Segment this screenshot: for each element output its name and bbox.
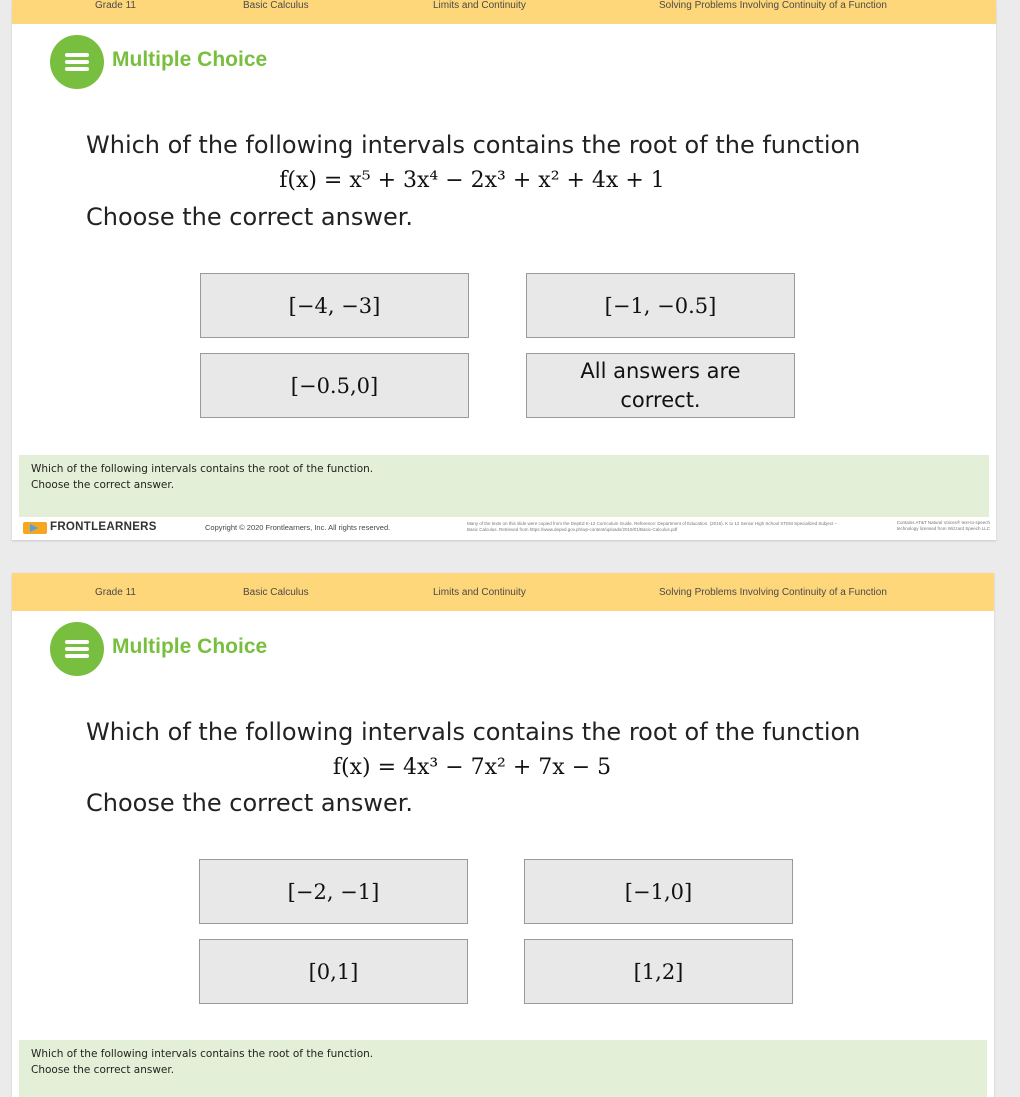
breadcrumb-subject: Basic Calculus <box>243 0 309 11</box>
narration-line-1: Which of the following intervals contains the root of the function. <box>31 463 374 475</box>
license-note: Contains AT&T Natural Voices® text-to-speech technology licensed from Wizzard Speech LLC <box>896 520 990 531</box>
narration-line-2: Choose the correct answer. <box>31 1064 175 1076</box>
narration-panel <box>19 1040 987 1097</box>
breadcrumb-unit: Limits and Continuity <box>433 0 526 11</box>
copyright-text: Copyright © 2020 Frontlearners, Inc. All rights reserved. <box>205 523 391 532</box>
answer-option-a[interactable]: [−4, −3] <box>200 273 469 338</box>
instruction-text: Choose the correct answer. <box>86 203 414 231</box>
question-type-title: Multiple Choice <box>112 48 268 71</box>
answer-option-d[interactable]: [1,2] <box>524 939 793 1004</box>
question-text: Which of the following intervals contains the root of the function <box>86 718 861 746</box>
narration-panel <box>19 455 989 517</box>
brand-footer <box>12 518 996 538</box>
breadcrumb-bar <box>12 573 994 611</box>
answer-option-d[interactable]: All answers are correct. <box>526 353 795 418</box>
answer-option-b[interactable]: [−1, −0.5] <box>526 273 795 338</box>
breadcrumb-bar <box>12 0 996 24</box>
question-type-title: Multiple Choice <box>112 635 268 658</box>
answer-option-c[interactable]: [0,1] <box>199 939 468 1004</box>
answer-option-b[interactable]: [−1,0] <box>524 859 793 924</box>
answer-option-c[interactable]: [−0.5,0] <box>200 353 469 418</box>
breadcrumb-subject: Basic Calculus <box>243 587 309 598</box>
source-citation: Many of the texts on this slide were copied from the DepEd K-12 Curriculum Guide. Reference: Department of Education. (2016). K to 12 Senior High School STEM Specialized Subject – Basic Calculus. Retrieved from https://www.deped.gov.ph/wp-content/uploads/2019/01/Basic-Calculus.pdf <box>467 521 838 532</box>
list-menu-icon <box>50 35 104 89</box>
narration-line-1: Which of the following intervals contains the root of the function. <box>31 1048 374 1060</box>
frontlearners-logo-icon <box>23 522 47 534</box>
breadcrumb-grade: Grade 11 <box>95 587 136 598</box>
breadcrumb-unit: Limits and Continuity <box>433 587 526 598</box>
instruction-text: Choose the correct answer. <box>86 789 414 817</box>
breadcrumb-lesson: Solving Problems Involving Continuity of a Function <box>659 587 887 598</box>
breadcrumb-lesson: Solving Problems Involving Continuity of a Function <box>659 0 887 11</box>
list-menu-icon <box>50 622 104 676</box>
narration-line-2: Choose the correct answer. <box>31 479 175 491</box>
function-formula: f(x) = x⁵ + 3x⁴ − 2x³ + x² + 4x + 1 <box>279 168 665 193</box>
slide-1 <box>12 0 996 540</box>
breadcrumb-grade: Grade 11 <box>95 0 136 11</box>
answer-option-a[interactable]: [−2, −1] <box>199 859 468 924</box>
question-text: Which of the following intervals contains the root of the function <box>86 131 861 159</box>
brand-name: FRONTLEARNERS <box>50 521 157 533</box>
function-formula: f(x) = 4x³ − 7x² + 7x − 5 <box>332 755 612 780</box>
slide-2 <box>12 573 994 1097</box>
